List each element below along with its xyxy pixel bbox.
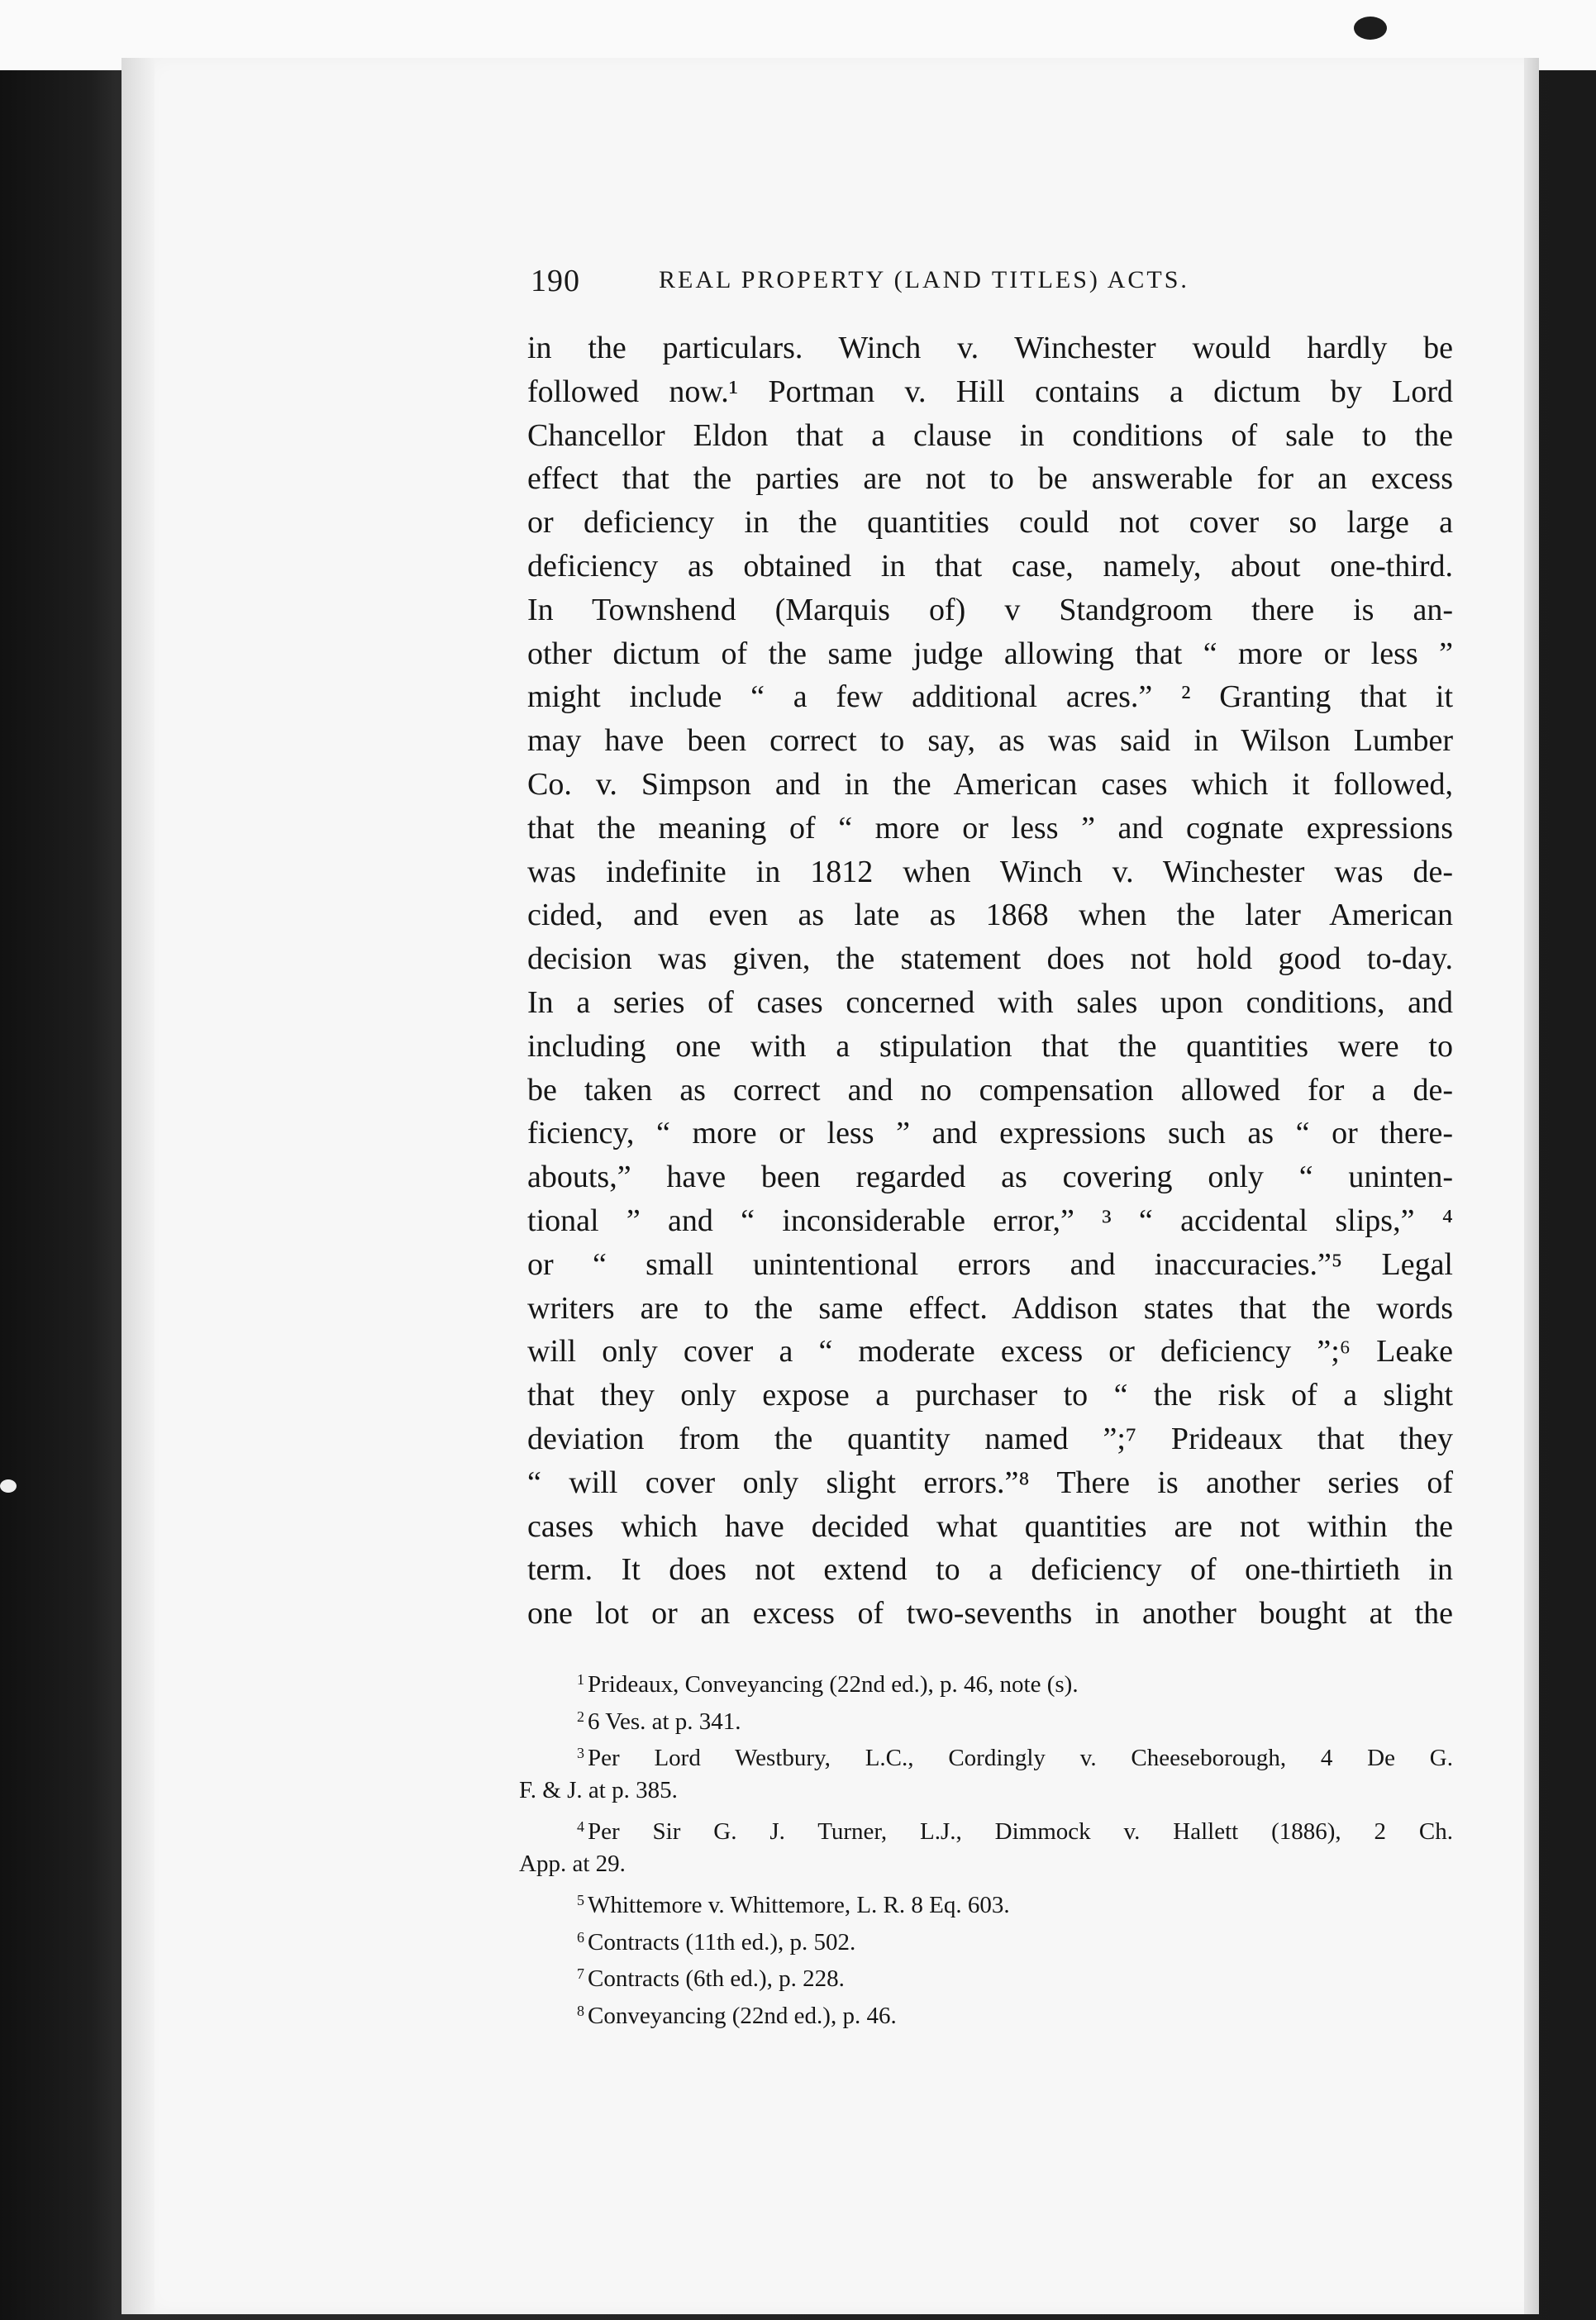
footnote-text: Prideaux, Conveyancing (22nd ed.), p. 46, note (s). bbox=[588, 1671, 1079, 1698]
footnote bbox=[519, 1993, 1453, 2030]
text-line: may have been correct to say, as was said in Wilson Lumber bbox=[527, 723, 1453, 759]
footnote-mark: 6 bbox=[577, 1928, 584, 1946]
footnote-mark: 4 bbox=[577, 1818, 584, 1835]
footnote bbox=[519, 1661, 1453, 1698]
footnote bbox=[519, 1882, 1453, 1919]
text-line: effect that the parties are not to be answerable for an excess bbox=[527, 461, 1453, 497]
footnote-continuation: App. at 29. bbox=[519, 1850, 626, 1877]
footnote-mark: 5 bbox=[577, 1892, 584, 1908]
text-line: ficiency, “ more or less ” and expressions such as “ or there- bbox=[527, 1116, 1453, 1151]
body-text bbox=[527, 326, 1453, 1636]
scan-speck bbox=[0, 1479, 17, 1493]
text-line: be taken as correct and no compensation allowed for a de- bbox=[527, 1072, 1453, 1108]
text-line: or deficiency in the quantities could not cover so large a bbox=[527, 505, 1453, 541]
text-line: Co. v. Simpson and in the American cases which it followed, bbox=[527, 766, 1453, 802]
footnote-text: Contracts (6th ed.), p. 228. bbox=[588, 1965, 845, 1992]
footnote-mark: 3 bbox=[577, 1745, 584, 1761]
text-line: deficiency as obtained in that case, namely, about one-third. bbox=[527, 548, 1453, 584]
text-line: will only cover a “ moderate excess or deficiency ”;⁶ Leake bbox=[527, 1334, 1453, 1370]
text-line: was indefinite in 1812 when Winch v. Winchester was de- bbox=[527, 854, 1453, 889]
footnote-text: Per Sir G. J. Turner, L.J., Dimmock v. Hallett (1886), 2 Ch. bbox=[588, 1818, 1453, 1845]
text-line: In a series of cases concerned with sales upon conditions, and bbox=[527, 984, 1453, 1020]
text-line: cases which have decided what quantities are not within the bbox=[527, 1508, 1453, 1544]
text-line: followed now.¹ Portman v. Hill contains a dictum by Lord bbox=[527, 374, 1453, 409]
running-head: REAL PROPERTY (LAND TITLES) ACTS. bbox=[659, 266, 1189, 293]
footnote-text: Conveyancing (22nd ed.), p. 46. bbox=[588, 2002, 897, 2029]
footnote-text: Whittemore v. Whittemore, L. R. 8 Eq. 603. bbox=[588, 1892, 1010, 1918]
page-edge bbox=[1524, 58, 1539, 2314]
text-line: cided, and even as late as 1868 when the later American bbox=[527, 898, 1453, 933]
footnote bbox=[519, 1808, 1453, 1846]
text-line: might include “ a few additional acres.” ² Granting that it bbox=[527, 679, 1453, 715]
footnote-text: 6 Ves. at p. 341. bbox=[588, 1708, 741, 1735]
scan-speck bbox=[1354, 17, 1387, 40]
text-line: term. It does not extend to a deficiency of one-thirtieth in bbox=[527, 1552, 1453, 1588]
footnote-mark: 8 bbox=[577, 2002, 584, 2019]
page-header bbox=[531, 263, 1456, 304]
text-line: one lot or an excess of two-sevenths in another bought at the bbox=[527, 1596, 1453, 1632]
text-line: “ will cover only slight errors.”⁸ There is another series of bbox=[527, 1465, 1453, 1500]
text-line: In Townshend (Marquis of) v Standgroom there is an- bbox=[527, 592, 1453, 627]
footnote bbox=[519, 1956, 1453, 1993]
footnote-text: Per Lord Westbury, L.C., Cordingly v. Cheeseborough, 4 De G. bbox=[588, 1745, 1453, 1771]
footnote-mark: 7 bbox=[577, 1965, 584, 1982]
text-line: abouts,” have been regarded as covering only “ uninten- bbox=[527, 1160, 1453, 1195]
text-line: in the particulars. Winch v. Winchester would hardly be bbox=[527, 331, 1453, 365]
text-line: that the meaning of “ more or less ” and cognate expressions bbox=[527, 810, 1453, 846]
text-line: decision was given, the statement does not hold good to-day. bbox=[527, 941, 1453, 977]
footnote-continuation: F. & J. at p. 385. bbox=[519, 1776, 678, 1803]
text-line: Chancellor Eldon that a clause in conditions of sale to the bbox=[527, 417, 1453, 453]
text-line: deviation from the quantity named ”;⁷ Prideaux that they bbox=[527, 1421, 1453, 1456]
text-line: other dictum of the same judge allowing that “ more or less ” bbox=[527, 636, 1453, 671]
text-line: writers are to the same effect. Addison states that the words bbox=[527, 1290, 1453, 1326]
text-line: including one with a stipulation that the quantities were to bbox=[527, 1028, 1453, 1064]
text-line: that they only expose a purchaser to “ the risk of a slight bbox=[527, 1378, 1453, 1413]
footnote bbox=[519, 1735, 1453, 1772]
footnotes bbox=[519, 1661, 1453, 2029]
footnote-mark: 1 bbox=[577, 1671, 584, 1688]
footnote bbox=[519, 1698, 1453, 1736]
text-line: or “ small unintentional errors and inaccuracies.”⁵ Legal bbox=[527, 1246, 1453, 1282]
footnote bbox=[519, 1919, 1453, 1956]
page-gutter-shadow bbox=[121, 58, 155, 2314]
footnote-mark: 2 bbox=[577, 1708, 584, 1725]
text-line: tional ” and “ inconsiderable error,” ³ “ accidental slips,” ⁴ bbox=[527, 1203, 1453, 1238]
footnote-text: Contracts (11th ed.), p. 502. bbox=[588, 1928, 856, 1956]
page-number: 190 bbox=[531, 264, 580, 298]
